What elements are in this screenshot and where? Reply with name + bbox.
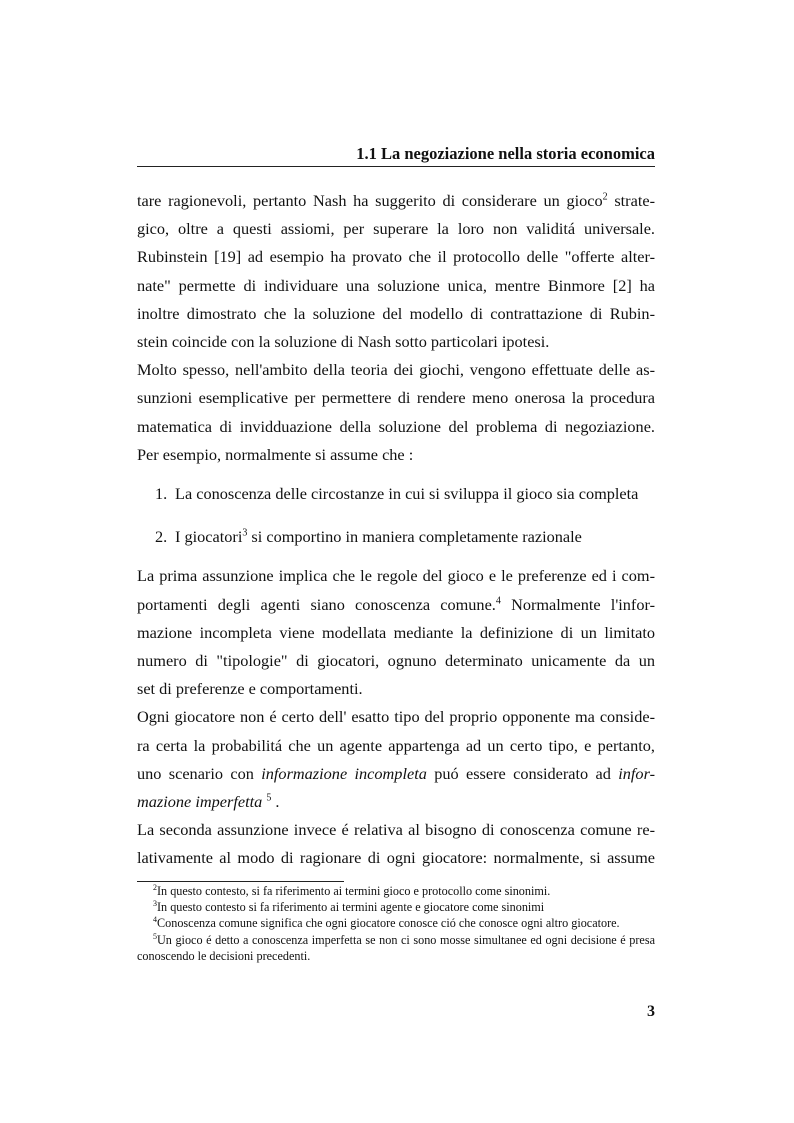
list-item: 1. La conoscenza delle circostanze in cui si sviluppa il gioco sia completa bbox=[155, 484, 639, 504]
text-line: mazione incompleta viene modellata mediante la definizione di un limitato bbox=[137, 622, 655, 642]
running-header-title: 1.1 La negoziazione nella storia economica bbox=[356, 144, 655, 163]
footnote-marker[interactable]: 2 bbox=[602, 191, 608, 203]
paragraph-2 bbox=[137, 356, 655, 469]
text-line: sunzioni esemplicative per permettere di rendere meno onerosa la procedura bbox=[137, 388, 655, 408]
footnote-marker[interactable]: 5 bbox=[266, 792, 272, 804]
list-item: 2. I giocatori$^3$ si comportino in maniera completamente razionale bbox=[155, 527, 582, 547]
text-line: nate" permette di individuare una soluzione unica, mentre Binmore [2] ha bbox=[137, 275, 655, 295]
text-line: tare ragionevoli, pertanto Nash ha suggerito di considerare un gioco$^2$ strate- bbox=[137, 191, 655, 210]
text-line: Ogni giocatore non é certo dell' esatto tipo del proprio opponente ma conside- bbox=[137, 707, 655, 727]
text-line: inoltre dimostrato che la soluzione del modello di contrattazione di Rubin- bbox=[137, 303, 655, 323]
text-line: set di preferenze e comportamenti. bbox=[137, 679, 363, 699]
text-line: stein coincide con la soluzione di Nash sotto particolari ipotesi. bbox=[137, 332, 550, 352]
body-text bbox=[137, 187, 655, 873]
assumptions-list bbox=[137, 480, 655, 551]
footnote: $^2$In questo contesto, si fa riferimento ai termini gioco e protocollo come sinonimi. bbox=[153, 882, 551, 898]
text-line: La seconda assunzione invece é relativa al bisogno di conoscenza comune re- bbox=[137, 820, 655, 840]
emphasis: mazione imperfetta bbox=[137, 792, 263, 812]
text-line: portamenti degli agenti siano conoscenza comune.$^4$ Normalmente l'infor- bbox=[137, 594, 655, 614]
footnote-marker[interactable]: 4 bbox=[495, 595, 501, 607]
text-line: gico, oltre a questi assiomi, per superare la loro non validitá universale. bbox=[137, 219, 655, 239]
text-line: ra certa la probabilitá che un agente appartenga ad un certo tipo, e pertanto, bbox=[137, 735, 655, 755]
footnote: $^5$Un gioco é detto a conoscenza imperfetta se non ci sono mosse simultanee ed ogni decisione é presa conoscendo le decisioni precedenti. bbox=[137, 931, 655, 963]
page-number: 3 bbox=[647, 1003, 655, 1020]
emphasis: informazione incompleta bbox=[261, 763, 427, 783]
text-line: mazione imperfetta $^5$ . bbox=[137, 792, 280, 812]
emphasis: infor- bbox=[618, 763, 655, 783]
footnote: $^4$Conoscenza comune significa che ogni giocatore conosce ció che conosce ogni altro giocatore. bbox=[153, 915, 620, 931]
paragraph-3 bbox=[137, 562, 655, 703]
text-line: numero di "tipologie" di giocatori, ognuno determinato unicamente da un bbox=[137, 651, 655, 671]
text-line: lativamente al modo di ragionare di ogni giocatore: normalmente, si assume bbox=[137, 848, 655, 868]
footnotes bbox=[137, 883, 655, 964]
paragraph-1 bbox=[137, 187, 655, 356]
paragraph-5 bbox=[137, 816, 655, 872]
text-line: Per esempio, normalmente si assume che : bbox=[137, 444, 414, 464]
footnote-rule bbox=[137, 881, 344, 882]
text-line: Molto spesso, nell'ambito della teoria dei giochi, vengono effettuate delle as- bbox=[137, 360, 655, 380]
text-line: La prima assunzione implica che le regole del gioco e le preferenze ed i com- bbox=[137, 566, 655, 586]
paragraph-4 bbox=[137, 703, 655, 816]
header-rule bbox=[137, 166, 655, 167]
text-line: uno scenario con informazione incompleta puó essere considerato ad infor- bbox=[137, 763, 655, 783]
footnote: $^3$In questo contesto si fa riferimento ai termini agente e giocatore come sinonimi bbox=[153, 899, 545, 915]
text-line: Rubinstein [19] ad esempio ha provato che il protocollo delle "offerte alter- bbox=[137, 247, 655, 267]
footnote-marker[interactable]: 3 bbox=[242, 527, 248, 539]
text-line: matematica di invidduazione della soluzione del problema di negoziazione. bbox=[137, 416, 655, 436]
